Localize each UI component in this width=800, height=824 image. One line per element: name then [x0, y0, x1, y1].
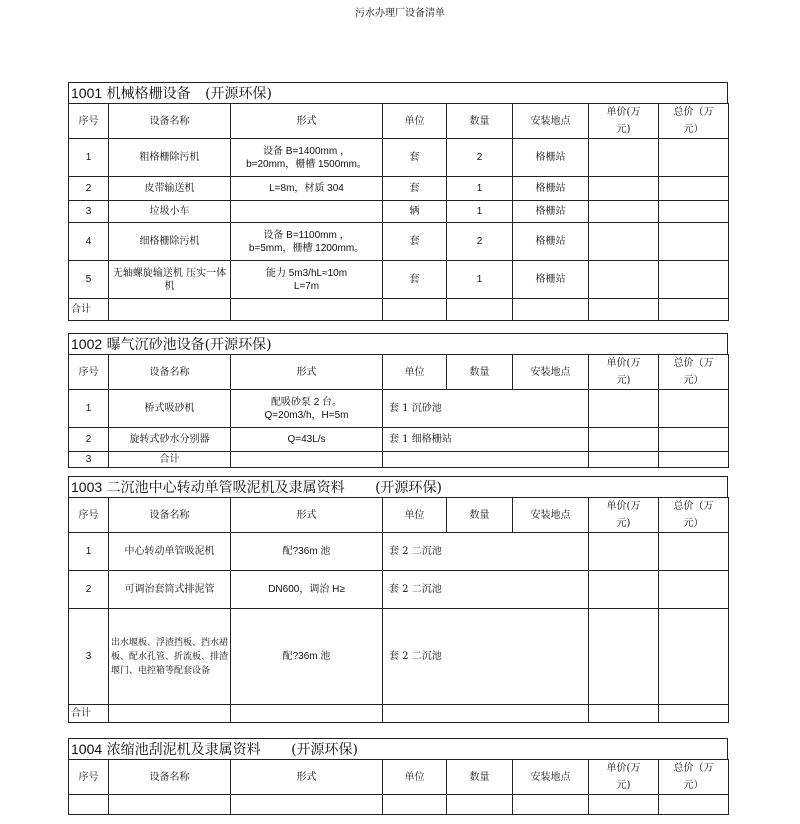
- table-header: 序号 设备名称 形式 单位 数量 安装地点 单价(万 元) 总价（万 元）: [69, 498, 729, 533]
- table-row: 3 垃圾小车 辆 1 格栅站: [69, 201, 729, 223]
- section-1002: [68, 333, 728, 468]
- section-1003: [68, 476, 728, 723]
- section-name: 机械格栅设备: [106, 86, 191, 102]
- section-name: 曝气沉砂池设备: [106, 337, 205, 353]
- table-row: 1 中心转动单管吸泥机 配?36m 池 套 2 二沉池: [69, 533, 729, 571]
- header-location: 安装地点: [513, 104, 589, 139]
- table-row: 5 无轴螺旋输送机 压实一体机 能力 5m3/hL≈10m L=7m 套 1 格栅站: [69, 261, 729, 299]
- header-unit-price: 单价(万 元): [589, 104, 659, 139]
- table-row: 2 皮带输送机 L=8m，材质 304 套 1 格栅站: [69, 177, 729, 201]
- table-row: 3 出水堰板、浮渣挡板、挡水裙板、配水孔管、折流板、排渣堰门、电控箱等配套设备 配?36m 池 套 2 二沉池: [69, 609, 729, 705]
- header-qty: 数量: [447, 104, 513, 139]
- header-form: 形式: [231, 104, 383, 139]
- section-1001: [68, 82, 728, 321]
- section-title: [68, 738, 728, 759]
- section-code: 1004: [71, 741, 103, 757]
- table-row: 2 旋转式砂水分别器 Q=43L/s 套 1 细格栅站: [69, 428, 729, 452]
- header-unit: 单位: [383, 104, 447, 139]
- section-code: 1003: [71, 479, 103, 495]
- total-label: 合计: [69, 705, 109, 723]
- equipment-table: [68, 354, 729, 468]
- section-code: 1001: [71, 85, 103, 101]
- section-vendor: (开源环保): [291, 742, 358, 758]
- total-row: [69, 299, 729, 321]
- document-title: 污水办理厂设备清单: [355, 8, 445, 19]
- section-vendor: (开源环保): [205, 86, 272, 102]
- table-header: [69, 104, 729, 139]
- section-title: [68, 476, 728, 497]
- section-title: [68, 82, 728, 103]
- table-row: 2 可调治套筒式排泥管 DN600，调治 H≥ 套 2 二沉池: [69, 571, 729, 609]
- total-label: 合计: [69, 299, 109, 321]
- header-total-price: 总价（万 元）: [659, 104, 729, 139]
- table-row: 1 桥式吸砂机 配吸砂泵 2 台。 Q=20m3/h，H=5m 套 1 沉砂池: [69, 390, 729, 428]
- header-seq: 序号: [69, 104, 109, 139]
- section-name: 二沉池中心转动单管吸泥机及隶属资料: [106, 480, 345, 496]
- table-row: 1 粗格栅除污机 设备 B=1400mm ， b=20mm，栅槽 1500mm。 套 2 格栅站: [69, 139, 729, 177]
- table-row: 4 细格栅除污机 设备 B=1100mm ， b=5mm，栅槽 1200mm。 套 2 格栅站: [69, 223, 729, 261]
- total-row: [69, 705, 729, 723]
- section-code: 1002: [71, 336, 103, 352]
- section-1004: [68, 738, 728, 815]
- section-vendor: (开源环保): [204, 337, 272, 353]
- equipment-table: [68, 103, 729, 321]
- table-header: 序号 设备名称 形式 单位 数量 安装地点 单价(万 元) 总价（万 元）: [69, 760, 729, 795]
- table-header: 序号 设备名称 形式 单位 数量 安装地点 单价(万 元) 总价（万 元）: [69, 355, 729, 390]
- table-row: [69, 795, 729, 815]
- equipment-table: [68, 759, 729, 815]
- header-name: 设备名称: [109, 104, 231, 139]
- section-name: 浓缩池刮泥机及隶属资料: [106, 742, 261, 758]
- section-vendor: (开源环保): [375, 480, 442, 496]
- equipment-table: [68, 497, 729, 723]
- section-title: [68, 333, 728, 354]
- table-row: 3 合计: [69, 452, 729, 468]
